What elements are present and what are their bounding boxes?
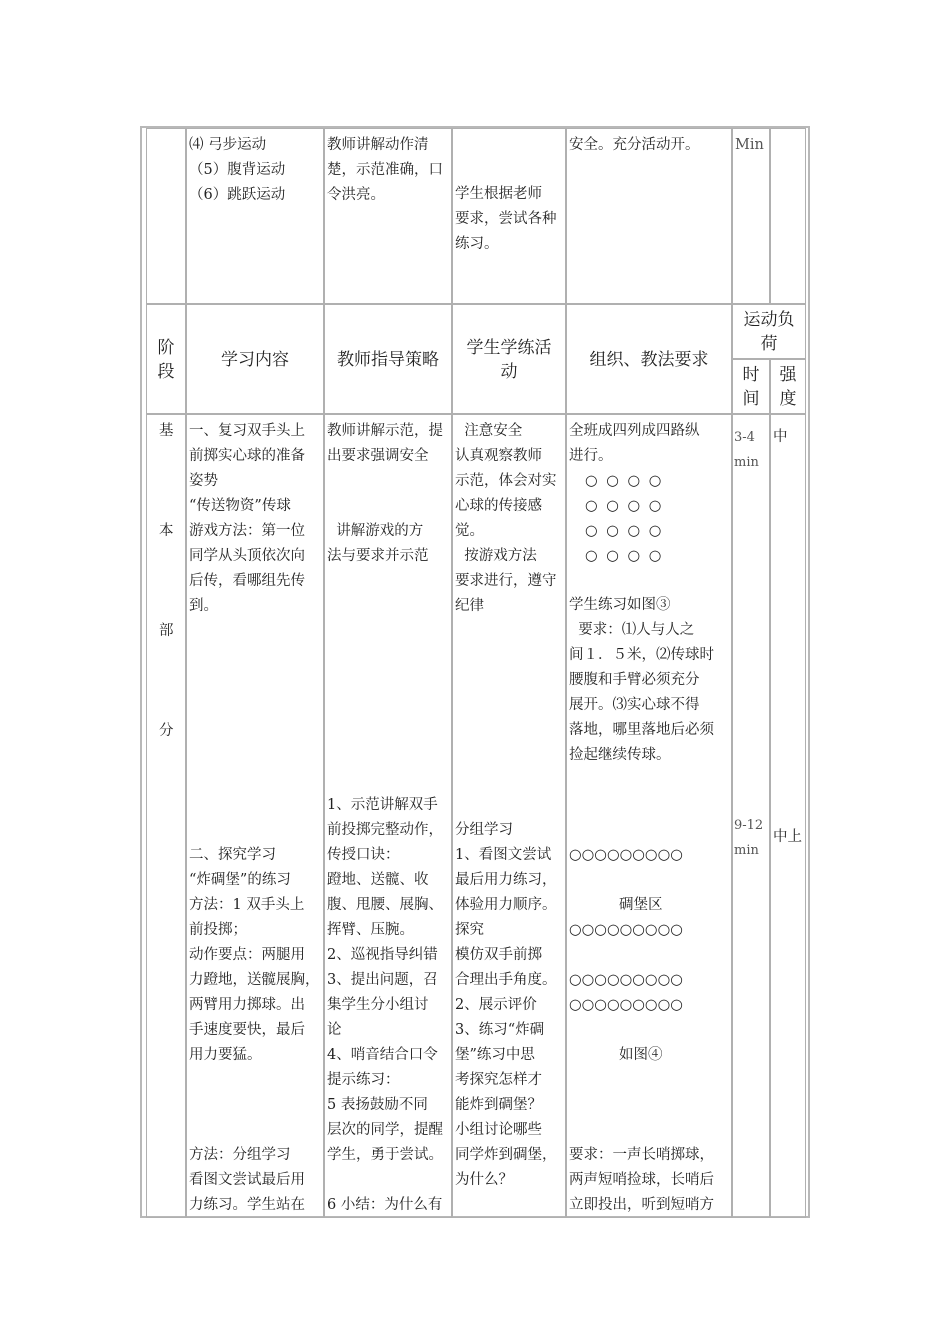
top-time-cell	[732, 128, 770, 304]
top-org-cell	[566, 128, 732, 304]
time-cell	[732, 414, 770, 1218]
intensity-cell	[770, 414, 806, 1218]
top-teacher-text: 教师讲解动作清 楚，示范准确，口 令洪亮。	[327, 137, 443, 203]
section2-teacher: 1、示范讲解双手 前投掷完整动作， 传授口诀： 蹬地、送髋、收 腹、甩腰、展胸、 挥臂、压腕。 2、巡视指导纠错 3、提出问题，召 集学生分小组讨 论 4、哨音结合口令 提示练习： 5 表扬鼓励不同 层次的同学，提醒 学生，勇于尝试。 6 小结：为什么有	[327, 797, 443, 1213]
stage-char-2: 本	[159, 523, 174, 539]
section1-org-bottom: 学生练习如图③ 要求：⑴人与人之 间１．５米，⑵传球时 腰腹和手臂必须充分 展开。⑶实心球不得 落地，哪里落地后必须 捡起继续传球。	[569, 597, 714, 763]
header-teacher-cell	[324, 304, 452, 414]
section1-content: 一、复习双手头上 前掷实心球的准备 姿势 “传送物资”传球 游戏方法：第一位 同学从头顶依次向 后传，看哪组先传 到。	[189, 423, 305, 614]
content-cell	[186, 414, 324, 1218]
formation-row-2: ○○○○○○○○○	[569, 922, 683, 938]
top-time-text: Min	[735, 137, 764, 153]
student-cell	[452, 414, 566, 1218]
section2-student: 分组学习 1、看图文尝试 最后用力练习， 体验用力顺序。 探究 模仿双手前掷 合理出手角度。 2、展示评价 3、练习“炸碉 堡”练习中思 考探究怎样才 能炸到碉堡？ 小组讨论哪些 同学炸到碉堡， 为什么？	[455, 822, 557, 1188]
figure-4-label: 如图④	[619, 1047, 663, 1063]
header-intensity-cell	[770, 359, 806, 414]
header-stage: 阶 段	[157, 338, 175, 382]
section1-org-top: 全班成四列成四路纵 进行。	[569, 423, 700, 464]
section2-time: 9-12 min	[734, 818, 764, 858]
top-student-cell	[452, 128, 566, 304]
stage-char-1: 基	[159, 423, 174, 439]
header-student: 学生学练活 动	[466, 338, 552, 382]
stage-char-3: 部	[159, 623, 174, 639]
header-org: 组织、教法要求	[589, 350, 709, 370]
formation-diagram-1: ○ ○ ○ ○ ○ ○ ○ ○ ○ ○ ○ ○ ○ ○ ○ ○	[585, 473, 664, 564]
section1-student: 注意安全 认真观察教师 示范，体会对实 心球的传接感 觉。 按游戏方法 要求进行，遵守 纪律	[455, 423, 557, 614]
top-content-text: ⑷ 弓步运动 （5）腹背运动 （6）跳跃运动	[189, 137, 286, 203]
header-load: 运动负 荷	[743, 310, 795, 354]
lesson-plan-table	[140, 126, 810, 1218]
top-org-text: 安全。充分活动开。	[569, 137, 700, 153]
top-student-text: 学生根据老师 要求，尝试各种 练习。	[455, 186, 557, 252]
org-cell	[566, 414, 732, 1218]
top-stage-cell	[146, 128, 186, 304]
teacher-cell	[324, 414, 452, 1218]
header-student-cell	[452, 304, 566, 414]
section1-time: 3-4 min	[734, 430, 759, 470]
header-stage-cell	[146, 304, 186, 414]
top-intensity-cell	[770, 128, 806, 304]
stage-char-4: 分	[159, 723, 174, 739]
header-content: 学习内容	[221, 350, 289, 370]
stage-cell	[146, 414, 186, 1218]
top-content-cell	[186, 128, 324, 304]
formation-row-1: ○○○○○○○○○	[569, 847, 683, 863]
header-org-cell	[566, 304, 732, 414]
section1-teacher: 教师讲解示范，提 出要求强调安全 讲解游戏的方 法与要求并示范	[327, 423, 443, 564]
section2-content: 二、探究学习 “炸碉堡”的练习 方法：1 双手头上 前投掷； 动作要点：两腿用 力蹬地，送髋展胸， 两臂用力掷球。出 手速度要快，最后 用力要猛。 方法：分组学习 看图文尝试最后用 力练习。学生站在	[189, 847, 320, 1213]
fortress-zone-label: 碉堡区	[619, 897, 663, 913]
formation-row-3: ○○○○○○○○○	[569, 972, 683, 988]
header-teacher: 教师指导策略	[337, 350, 439, 370]
section2-intensity: 中上	[773, 829, 802, 845]
section2-requirements: 要求：一声长哨掷球， 两声短哨捡球，长哨后 立即投出，听到短哨方	[569, 1147, 714, 1213]
header-content-cell	[186, 304, 324, 414]
section1-intensity: 中	[773, 429, 788, 445]
header-time-cell	[732, 359, 770, 414]
header-load-cell	[732, 304, 806, 359]
header-time: 时 间	[742, 365, 760, 409]
formation-row-4: ○○○○○○○○○	[569, 997, 683, 1013]
header-intensity: 强 度	[779, 365, 797, 409]
top-teacher-cell	[324, 128, 452, 304]
